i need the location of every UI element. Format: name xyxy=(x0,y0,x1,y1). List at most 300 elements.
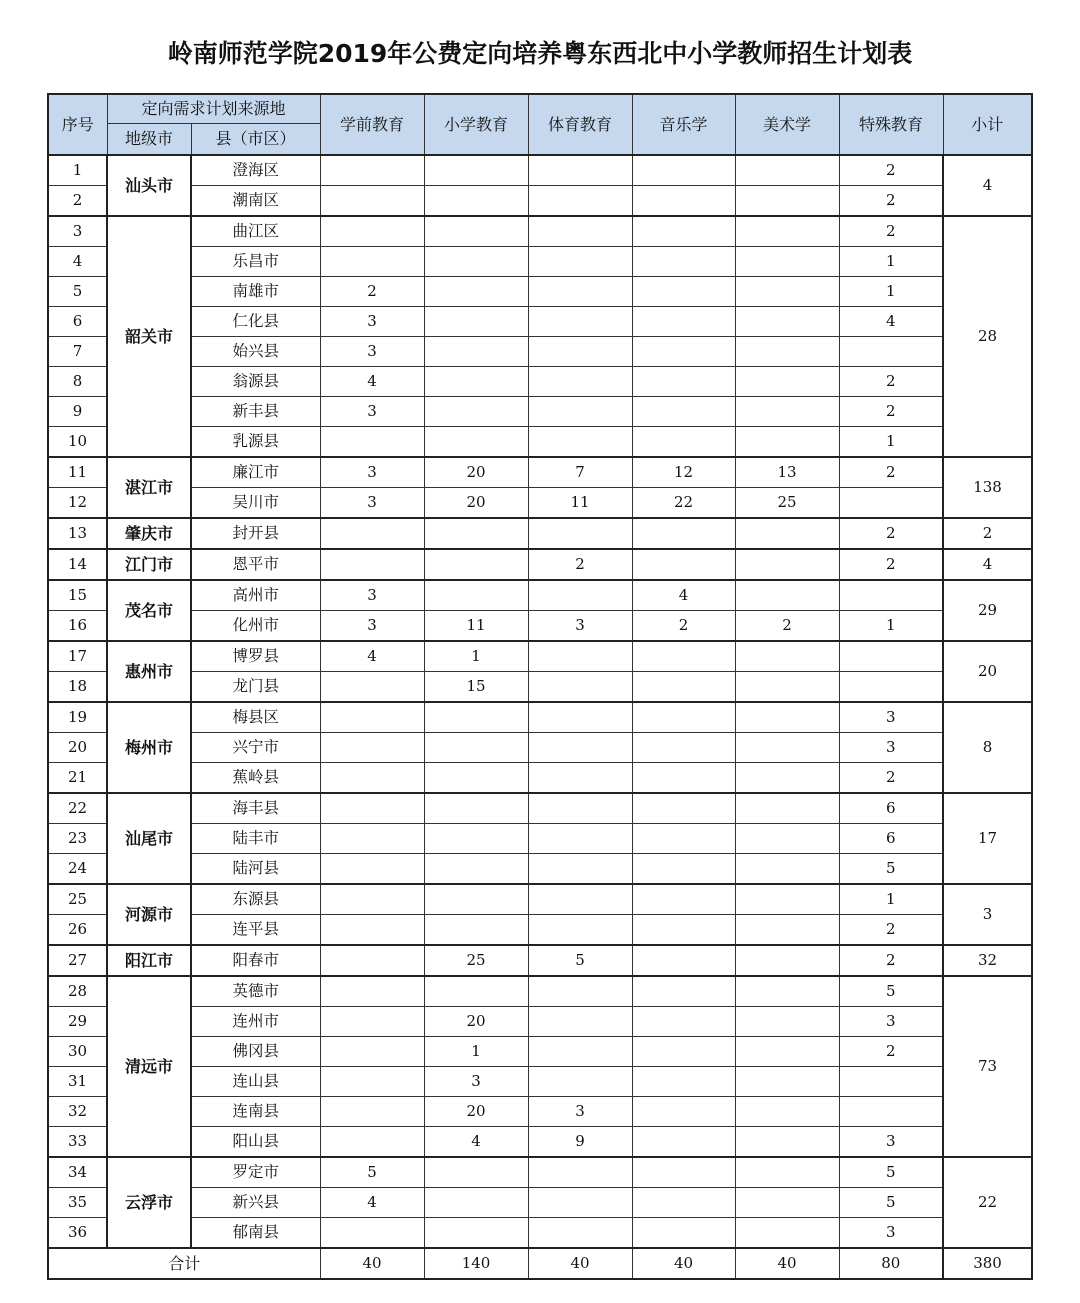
row-index: 6 xyxy=(48,307,107,337)
quota-cell xyxy=(632,763,735,794)
city-name: 汕尾市 xyxy=(107,793,191,884)
quota-cell: 4 xyxy=(632,580,735,611)
quota-cell xyxy=(424,793,528,824)
quota-cell xyxy=(424,307,528,337)
row-index: 11 xyxy=(48,457,107,488)
quota-cell xyxy=(320,247,424,277)
county-name: 佛冈县 xyxy=(191,1037,320,1067)
quota-cell xyxy=(320,155,424,186)
row-index: 30 xyxy=(48,1037,107,1067)
table-row xyxy=(48,367,1032,397)
table-row xyxy=(48,457,1032,488)
header-county: 县（市区） xyxy=(191,124,320,156)
county-name: 英德市 xyxy=(191,976,320,1007)
county-name: 潮南区 xyxy=(191,186,320,217)
quota-cell xyxy=(735,1097,839,1127)
quota-cell: 3 xyxy=(839,733,943,763)
quota-cell xyxy=(528,1007,632,1037)
county-name: 蕉岭县 xyxy=(191,763,320,794)
quota-cell xyxy=(528,186,632,217)
table-body xyxy=(48,155,1032,1279)
row-index: 14 xyxy=(48,549,107,580)
quota-cell: 2 xyxy=(839,457,943,488)
quota-cell: 3 xyxy=(320,397,424,427)
quota-cell xyxy=(632,884,735,915)
table-row xyxy=(48,672,1032,703)
quota-cell xyxy=(528,1218,632,1249)
quota-cell xyxy=(320,1218,424,1249)
table-row xyxy=(48,518,1032,549)
group-subtotal: 32 xyxy=(943,945,1032,976)
quota-cell: 4 xyxy=(424,1127,528,1158)
quota-cell: 4 xyxy=(839,307,943,337)
quota-cell xyxy=(632,1037,735,1067)
quota-cell xyxy=(735,1218,839,1249)
quota-cell xyxy=(424,1157,528,1188)
quota-cell xyxy=(320,793,424,824)
city-name: 湛江市 xyxy=(107,457,191,518)
quota-cell xyxy=(424,337,528,367)
quota-cell: 3 xyxy=(424,1067,528,1097)
row-index: 36 xyxy=(48,1218,107,1249)
quota-cell: 25 xyxy=(735,488,839,519)
group-subtotal: 4 xyxy=(943,155,1032,216)
quota-cell xyxy=(424,155,528,186)
quota-cell xyxy=(632,1188,735,1218)
quota-cell: 3 xyxy=(528,611,632,642)
quota-cell xyxy=(528,733,632,763)
header-subject-special: 特殊教育 xyxy=(839,94,943,155)
quota-cell xyxy=(632,702,735,733)
quota-cell: 1 xyxy=(839,611,943,642)
quota-cell xyxy=(735,337,839,367)
quota-cell: 5 xyxy=(839,1157,943,1188)
county-name: 罗定市 xyxy=(191,1157,320,1188)
quota-cell xyxy=(424,884,528,915)
county-name: 仁化县 xyxy=(191,307,320,337)
table-row xyxy=(48,488,1032,519)
total-cell: 40 xyxy=(632,1248,735,1279)
quota-cell: 3 xyxy=(320,580,424,611)
quota-cell xyxy=(528,277,632,307)
quota-cell: 4 xyxy=(320,367,424,397)
row-index: 2 xyxy=(48,186,107,217)
row-index: 24 xyxy=(48,854,107,885)
quota-cell: 2 xyxy=(528,549,632,580)
quota-cell xyxy=(632,945,735,976)
row-index: 35 xyxy=(48,1188,107,1218)
table-row xyxy=(48,854,1032,885)
group-subtotal: 4 xyxy=(943,549,1032,580)
row-index: 17 xyxy=(48,641,107,672)
quota-cell xyxy=(528,915,632,946)
row-index: 10 xyxy=(48,427,107,458)
quota-cell xyxy=(839,641,943,672)
quota-cell: 20 xyxy=(424,1007,528,1037)
table-row xyxy=(48,884,1032,915)
quota-cell: 5 xyxy=(839,854,943,885)
county-name: 陆河县 xyxy=(191,854,320,885)
quota-cell xyxy=(528,307,632,337)
quota-cell: 3 xyxy=(528,1097,632,1127)
row-index: 28 xyxy=(48,976,107,1007)
quota-cell: 2 xyxy=(839,186,943,217)
quota-cell xyxy=(528,518,632,549)
quota-cell: 12 xyxy=(632,457,735,488)
quota-cell xyxy=(632,518,735,549)
quota-cell xyxy=(528,793,632,824)
quota-cell xyxy=(735,1188,839,1218)
row-index: 18 xyxy=(48,672,107,703)
header-subject-preschool: 学前教育 xyxy=(320,94,424,155)
quota-cell: 3 xyxy=(839,1007,943,1037)
quota-cell xyxy=(735,824,839,854)
county-name: 吴川市 xyxy=(191,488,320,519)
quota-cell xyxy=(424,1188,528,1218)
county-name: 连平县 xyxy=(191,915,320,946)
group-subtotal: 73 xyxy=(943,976,1032,1157)
row-index: 26 xyxy=(48,915,107,946)
quota-cell: 13 xyxy=(735,457,839,488)
quota-cell xyxy=(424,976,528,1007)
quota-cell xyxy=(632,427,735,458)
grand-total: 380 xyxy=(943,1248,1032,1279)
table-row xyxy=(48,337,1032,367)
quota-cell xyxy=(735,580,839,611)
quota-cell xyxy=(528,884,632,915)
quota-cell: 25 xyxy=(424,945,528,976)
quota-cell xyxy=(735,884,839,915)
header-subject-primary: 小学教育 xyxy=(424,94,528,155)
group-subtotal: 2 xyxy=(943,518,1032,549)
quota-cell xyxy=(424,186,528,217)
county-name: 高州市 xyxy=(191,580,320,611)
city-name: 云浮市 xyxy=(107,1157,191,1248)
quota-cell: 2 xyxy=(839,518,943,549)
quota-cell: 1 xyxy=(839,427,943,458)
quota-cell xyxy=(632,549,735,580)
quota-cell xyxy=(424,397,528,427)
quota-cell xyxy=(320,1067,424,1097)
city-name: 惠州市 xyxy=(107,641,191,702)
quota-cell xyxy=(735,1067,839,1097)
quota-cell: 20 xyxy=(424,457,528,488)
quota-cell xyxy=(320,549,424,580)
quota-cell xyxy=(528,824,632,854)
group-subtotal: 3 xyxy=(943,884,1032,945)
header-index: 序号 xyxy=(48,94,107,155)
total-cell: 80 xyxy=(839,1248,943,1279)
header-source-group: 定向需求计划来源地 xyxy=(107,94,320,124)
row-index: 7 xyxy=(48,337,107,367)
row-index: 13 xyxy=(48,518,107,549)
row-index: 8 xyxy=(48,367,107,397)
row-index: 12 xyxy=(48,488,107,519)
group-subtotal: 28 xyxy=(943,216,1032,457)
quota-cell xyxy=(839,1067,943,1097)
county-name: 连山县 xyxy=(191,1067,320,1097)
row-index: 21 xyxy=(48,763,107,794)
quota-cell xyxy=(528,1067,632,1097)
header-subject-art: 美术学 xyxy=(735,94,839,155)
county-name: 曲江区 xyxy=(191,216,320,247)
quota-cell xyxy=(320,1097,424,1127)
quota-cell xyxy=(528,976,632,1007)
table-row xyxy=(48,1037,1032,1067)
table-row xyxy=(48,1067,1032,1097)
header-subject-pe: 体育教育 xyxy=(528,94,632,155)
quota-cell: 3 xyxy=(320,611,424,642)
header-city: 地级市 xyxy=(107,124,191,156)
quota-cell xyxy=(424,518,528,549)
quota-cell xyxy=(735,549,839,580)
quota-cell xyxy=(424,763,528,794)
quota-cell xyxy=(632,733,735,763)
quota-cell xyxy=(735,915,839,946)
city-name: 肇庆市 xyxy=(107,518,191,549)
table-row xyxy=(48,216,1032,247)
quota-cell xyxy=(632,337,735,367)
quota-cell xyxy=(735,307,839,337)
quota-cell: 2 xyxy=(320,277,424,307)
quota-cell xyxy=(320,672,424,703)
quota-cell xyxy=(632,397,735,427)
quota-cell xyxy=(528,702,632,733)
quota-cell xyxy=(632,186,735,217)
quota-cell xyxy=(735,793,839,824)
quota-cell xyxy=(528,337,632,367)
quota-cell: 20 xyxy=(424,488,528,519)
group-subtotal: 8 xyxy=(943,702,1032,793)
quota-cell xyxy=(735,397,839,427)
quota-cell xyxy=(735,976,839,1007)
quota-cell xyxy=(632,1127,735,1158)
quota-cell xyxy=(528,1037,632,1067)
quota-cell xyxy=(424,216,528,247)
quota-cell xyxy=(735,672,839,703)
group-subtotal: 20 xyxy=(943,641,1032,702)
row-index: 32 xyxy=(48,1097,107,1127)
quota-cell xyxy=(320,1007,424,1037)
quota-cell xyxy=(320,976,424,1007)
row-index: 23 xyxy=(48,824,107,854)
quota-cell xyxy=(632,854,735,885)
city-name: 韶关市 xyxy=(107,216,191,457)
row-index: 33 xyxy=(48,1127,107,1158)
quota-cell xyxy=(320,216,424,247)
quota-cell xyxy=(735,186,839,217)
quota-cell xyxy=(424,367,528,397)
row-index: 5 xyxy=(48,277,107,307)
quota-cell xyxy=(424,580,528,611)
quota-cell: 6 xyxy=(839,824,943,854)
table-row xyxy=(48,1188,1032,1218)
row-index: 16 xyxy=(48,611,107,642)
quota-cell xyxy=(735,1157,839,1188)
quota-cell: 2 xyxy=(839,915,943,946)
quota-cell xyxy=(424,277,528,307)
quota-cell xyxy=(528,247,632,277)
quota-cell xyxy=(528,763,632,794)
quota-cell: 3 xyxy=(320,307,424,337)
county-name: 封开县 xyxy=(191,518,320,549)
quota-cell xyxy=(839,488,943,519)
row-index: 25 xyxy=(48,884,107,915)
quota-cell xyxy=(528,367,632,397)
table-row xyxy=(48,641,1032,672)
quota-cell: 2 xyxy=(839,155,943,186)
quota-cell xyxy=(735,277,839,307)
county-name: 始兴县 xyxy=(191,337,320,367)
row-index: 9 xyxy=(48,397,107,427)
table-row xyxy=(48,915,1032,946)
quota-cell xyxy=(424,733,528,763)
quota-cell xyxy=(320,702,424,733)
county-name: 阳春市 xyxy=(191,945,320,976)
quota-cell xyxy=(320,1037,424,1067)
quota-cell xyxy=(735,1037,839,1067)
quota-cell xyxy=(424,549,528,580)
table-row xyxy=(48,155,1032,186)
total-cell: 40 xyxy=(735,1248,839,1279)
county-name: 化州市 xyxy=(191,611,320,642)
quota-cell: 11 xyxy=(528,488,632,519)
total-cell: 40 xyxy=(528,1248,632,1279)
enrollment-plan-table xyxy=(47,93,1033,1280)
county-name: 阳山县 xyxy=(191,1127,320,1158)
table-row xyxy=(48,247,1032,277)
quota-cell xyxy=(632,672,735,703)
quota-cell xyxy=(528,580,632,611)
quota-cell: 2 xyxy=(839,945,943,976)
table-row xyxy=(48,1218,1032,1249)
quota-cell xyxy=(735,1127,839,1158)
header-subtotal: 小计 xyxy=(943,94,1032,155)
quota-cell: 3 xyxy=(320,337,424,367)
county-name: 翁源县 xyxy=(191,367,320,397)
table-row xyxy=(48,733,1032,763)
table-row xyxy=(48,1007,1032,1037)
table-row xyxy=(48,1157,1032,1188)
quota-cell xyxy=(320,1127,424,1158)
county-name: 博罗县 xyxy=(191,641,320,672)
county-name: 梅县区 xyxy=(191,702,320,733)
quota-cell: 15 xyxy=(424,672,528,703)
quota-cell xyxy=(424,1218,528,1249)
quota-cell: 4 xyxy=(320,641,424,672)
city-name: 汕头市 xyxy=(107,155,191,216)
row-index: 29 xyxy=(48,1007,107,1037)
quota-cell: 1 xyxy=(839,277,943,307)
quota-cell xyxy=(632,1007,735,1037)
quota-cell xyxy=(632,976,735,1007)
quota-cell: 3 xyxy=(320,457,424,488)
group-subtotal: 138 xyxy=(943,457,1032,518)
row-index: 27 xyxy=(48,945,107,976)
quota-cell xyxy=(528,216,632,247)
table-row xyxy=(48,277,1032,307)
quota-cell xyxy=(528,1188,632,1218)
quota-cell: 5 xyxy=(320,1157,424,1188)
quota-cell xyxy=(424,427,528,458)
table-row xyxy=(48,702,1032,733)
quota-cell xyxy=(424,854,528,885)
quota-cell: 2 xyxy=(839,216,943,247)
quota-cell: 5 xyxy=(839,976,943,1007)
quota-cell xyxy=(320,186,424,217)
quota-cell xyxy=(424,702,528,733)
county-name: 兴宁市 xyxy=(191,733,320,763)
total-cell: 140 xyxy=(424,1248,528,1279)
group-subtotal: 29 xyxy=(943,580,1032,641)
quota-cell xyxy=(735,216,839,247)
row-index: 19 xyxy=(48,702,107,733)
quota-cell xyxy=(632,1157,735,1188)
table-row xyxy=(48,580,1032,611)
row-index: 22 xyxy=(48,793,107,824)
quota-cell: 7 xyxy=(528,457,632,488)
quota-cell xyxy=(632,247,735,277)
county-name: 新兴县 xyxy=(191,1188,320,1218)
quota-cell xyxy=(632,915,735,946)
table-row xyxy=(48,427,1032,458)
quota-cell xyxy=(632,1097,735,1127)
quota-cell xyxy=(632,641,735,672)
quota-cell xyxy=(632,155,735,186)
quota-cell: 6 xyxy=(839,793,943,824)
table-row xyxy=(48,611,1032,642)
county-name: 澄海区 xyxy=(191,155,320,186)
county-name: 龙门县 xyxy=(191,672,320,703)
quota-cell: 3 xyxy=(320,488,424,519)
quota-cell xyxy=(320,824,424,854)
table-row xyxy=(48,793,1032,824)
total-row xyxy=(48,1248,1032,1279)
quota-cell: 1 xyxy=(839,884,943,915)
quota-cell xyxy=(735,945,839,976)
table-row xyxy=(48,1127,1032,1158)
quota-cell xyxy=(320,915,424,946)
quota-cell: 4 xyxy=(320,1188,424,1218)
city-name: 茂名市 xyxy=(107,580,191,641)
quota-cell: 9 xyxy=(528,1127,632,1158)
quota-cell xyxy=(320,518,424,549)
quota-cell: 2 xyxy=(839,763,943,794)
quota-cell xyxy=(528,427,632,458)
table-row xyxy=(48,1097,1032,1127)
quota-cell xyxy=(528,672,632,703)
page-title: 岭南师范学院2019年公费定向培养粤东西北中小学教师招生计划表 xyxy=(167,39,913,68)
row-index: 20 xyxy=(48,733,107,763)
county-name: 海丰县 xyxy=(191,793,320,824)
quota-cell xyxy=(632,1067,735,1097)
row-index: 31 xyxy=(48,1067,107,1097)
quota-cell: 1 xyxy=(424,1037,528,1067)
county-name: 郁南县 xyxy=(191,1218,320,1249)
quota-cell xyxy=(528,854,632,885)
quota-cell xyxy=(735,1007,839,1037)
total-cell: 40 xyxy=(320,1248,424,1279)
row-index: 34 xyxy=(48,1157,107,1188)
quota-cell xyxy=(735,367,839,397)
quota-cell xyxy=(320,884,424,915)
county-name: 乐昌市 xyxy=(191,247,320,277)
quota-cell: 20 xyxy=(424,1097,528,1127)
table-row xyxy=(48,397,1032,427)
quota-cell: 5 xyxy=(839,1188,943,1218)
total-label: 合计 xyxy=(48,1248,320,1279)
table-row xyxy=(48,763,1032,794)
